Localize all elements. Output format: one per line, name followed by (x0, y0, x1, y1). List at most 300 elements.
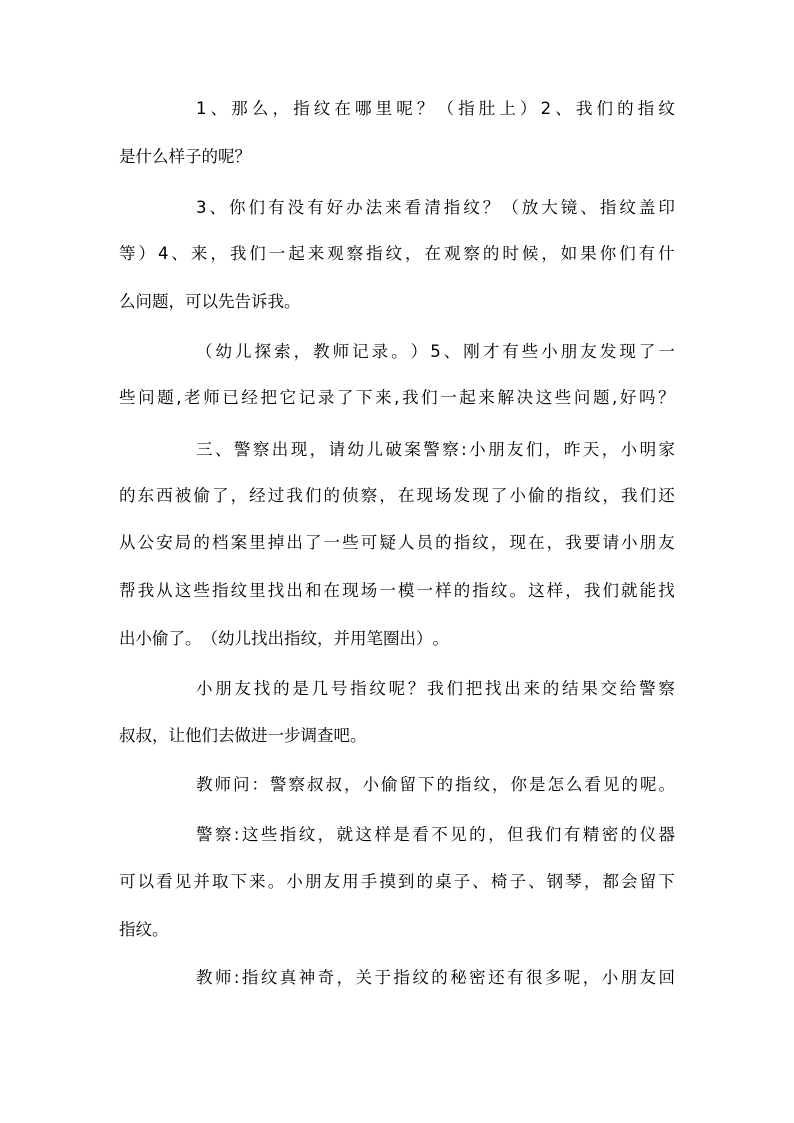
text-char: 来 (375, 388, 392, 407)
text-char: 以 (201, 292, 218, 311)
text-char: 呢 (563, 968, 581, 987)
text-char: 的 (323, 486, 341, 505)
text-char: 帮 (119, 581, 136, 600)
text-char: 幼 (347, 440, 364, 459)
text-char: 果 (580, 244, 597, 263)
text-char: 看 (412, 825, 429, 844)
text-char: 不 (431, 825, 448, 844)
text-char: ， (293, 342, 311, 361)
text-char: 观 (443, 244, 461, 263)
text-line (196, 823, 675, 847)
text-char: 给 (619, 679, 637, 698)
text-char: 察 (442, 440, 459, 459)
text-char: 警 (423, 440, 440, 459)
text-char: 了 (304, 533, 322, 552)
text-char: 我 (402, 388, 419, 407)
text-char: 叔 (135, 726, 152, 745)
text-char: 这 (174, 581, 192, 600)
text-char: 来 (307, 244, 325, 263)
text-char: 指 (211, 581, 229, 600)
text-char: 见 (450, 825, 467, 844)
text-char: 可 (185, 292, 202, 311)
text-char: 回 (658, 968, 675, 987)
text-char: 能 (639, 581, 657, 600)
text-char: 些 (193, 581, 210, 600)
text-char: 在 (334, 99, 351, 118)
text-char: 桌 (435, 872, 452, 891)
text-char: 朋 (304, 872, 322, 891)
text-char: 留 (399, 775, 416, 794)
text-char: 法 (365, 198, 383, 217)
text-char: 小 (621, 533, 638, 552)
text-char: 小 (601, 968, 619, 987)
text-char: 下 (418, 775, 435, 794)
text-char: 见 (603, 775, 620, 794)
text-char: 的 (542, 679, 560, 698)
text-char: 来 (478, 388, 495, 407)
text-char: 可 (360, 533, 378, 552)
text-char: 出 (286, 581, 303, 600)
text-char: 叔 (119, 726, 136, 745)
text-char: 让 (168, 726, 185, 745)
text-char: ， (492, 775, 509, 794)
text-char: 朋 (620, 968, 638, 987)
text-char: 样 (168, 147, 185, 166)
text-char: 先 (218, 292, 235, 311)
text-char: 是 (119, 147, 136, 166)
text-char: 问 (573, 388, 591, 407)
text-char: ： (251, 775, 268, 794)
text-char: 儿 (366, 440, 383, 459)
text-char: 如 (560, 244, 578, 263)
text-char: 人 (397, 533, 415, 552)
text-char: 样 (374, 825, 391, 844)
text-char: 才 (482, 342, 500, 361)
text-char: 清 (424, 198, 441, 217)
text-char: 办 (346, 198, 363, 217)
text-char: 警 (270, 775, 287, 794)
text-char: , (612, 388, 618, 407)
text-char: 出 (267, 629, 284, 648)
text-char: 摸 (379, 872, 396, 891)
text-char: 们 (304, 486, 322, 505)
text-char: 就 (621, 581, 638, 600)
text-char: 找 (251, 629, 268, 648)
text-char: ， (379, 486, 396, 505)
text-char: 友 (639, 968, 657, 987)
text-char: 师 (214, 775, 231, 794)
text-char: 探 (254, 342, 272, 361)
text-char: 做 (234, 726, 251, 745)
text-char: 现 (619, 342, 636, 361)
text-char: 在 (424, 244, 441, 263)
text-char: 小 (620, 440, 638, 459)
text-char: 友 (234, 679, 252, 698)
text-char: 了 (336, 388, 354, 407)
text-char: 子 (509, 872, 526, 891)
text-char: 于 (374, 968, 391, 987)
text-char: , (394, 388, 400, 407)
text-char: 的 (201, 147, 218, 166)
text-char: 我 (229, 244, 247, 263)
text-char: 就 (336, 825, 354, 844)
text-char: 果 (581, 679, 598, 698)
text-char: 们 (525, 440, 543, 459)
text-char: ， (272, 99, 289, 118)
text-char: 出 (399, 629, 416, 648)
text-char: 把 (465, 679, 483, 698)
text-char: 一 (268, 244, 286, 263)
text-char: 记 (298, 388, 316, 407)
text-char: 和 (304, 581, 322, 600)
text-char: 了 (168, 629, 185, 648)
text-char: 好 (326, 198, 344, 217)
text-char: 指 (366, 244, 383, 263)
text-line (196, 677, 675, 701)
text-char: 友 (323, 872, 341, 891)
text-char: 。 (350, 726, 367, 745)
text-char: 我 (267, 292, 284, 311)
text-line (119, 386, 675, 410)
text-char: 去 (218, 726, 235, 745)
text-char: 察 (658, 679, 675, 698)
text-char: , (176, 388, 182, 407)
text-char: 些 (342, 533, 359, 552)
text-char: 纹 (472, 533, 489, 552)
text-char: 盖 (638, 198, 656, 217)
text-char: 4 (157, 244, 169, 263)
text-char: ， (582, 968, 600, 987)
text-char: 一 (416, 581, 433, 600)
text-char: 调 (300, 726, 317, 745)
text-char: 偷 (381, 775, 398, 794)
text-char: 破 (385, 440, 402, 459)
text-char: 还 (488, 968, 505, 987)
text-char: 样 (435, 581, 452, 600)
text-char: 。 (152, 920, 169, 939)
text-char: 家 (658, 440, 675, 459)
text-char: ？ (482, 198, 500, 217)
text-char: 找 (267, 581, 285, 600)
text-char: ？ (416, 99, 434, 118)
text-char: 儿 (234, 629, 251, 648)
text-char: 来 (385, 198, 402, 217)
text-char: ， (317, 629, 334, 648)
text-char: 2 (540, 99, 552, 118)
text-line (196, 438, 675, 462)
text-char: ， (168, 292, 185, 311)
text-char: 在 (397, 486, 415, 505)
text-char: 友 (658, 533, 675, 552)
text-char: 刚 (463, 342, 480, 361)
text-char: 指 (472, 581, 489, 600)
text-char: 们 (248, 198, 266, 217)
text-char: 等 (119, 244, 136, 263)
text-char: 起 (459, 388, 476, 407)
text-char: 的 (436, 775, 453, 794)
text-char: 偷 (528, 486, 545, 505)
text-char: 、 (210, 99, 228, 118)
text-char: 这 (241, 825, 259, 844)
text-char: 察 (252, 440, 270, 459)
text-char: ） (416, 629, 433, 648)
text-char: 指 (284, 629, 301, 648)
text-char: 但 (507, 825, 524, 844)
text-char: ， (230, 486, 248, 505)
text-char: 椅 (490, 872, 508, 891)
text-char: 从 (156, 581, 173, 600)
text-char: 警 (233, 440, 251, 459)
text-char: 小 (541, 342, 558, 361)
text-line (119, 290, 675, 314)
text-char: 下 (355, 388, 373, 407)
text-char: 察 (214, 825, 232, 844)
text-char: 的 (431, 968, 448, 987)
text-char: ， (565, 581, 582, 600)
text-char: 精 (582, 825, 600, 844)
text-char: 叔 (307, 775, 324, 794)
text-char: 我 (621, 486, 638, 505)
text-char: ， (490, 533, 508, 552)
text-char: 指 (443, 198, 461, 217)
text-char: 、 (209, 198, 227, 217)
text-char: 友 (580, 342, 597, 361)
text-char: 指 (393, 968, 410, 987)
text-char: 些 (554, 388, 572, 407)
text-char: 。 (267, 872, 285, 891)
text-char: 有 (638, 244, 656, 263)
text-char: 出 (286, 533, 303, 552)
text-char: : (461, 440, 467, 459)
text-char: 们 (446, 679, 463, 698)
text-char: 、 (528, 872, 545, 891)
text-char: 幼 (215, 342, 233, 361)
text-char: 指 (279, 825, 297, 844)
text-char: 看 (156, 872, 173, 891)
text-char: 是 (393, 825, 410, 844)
text-char: 步 (284, 726, 301, 745)
text-char: 。 (432, 629, 449, 648)
text-char: 师 (203, 388, 220, 407)
text-char: 了 (638, 342, 656, 361)
text-char: 师 (332, 342, 350, 361)
text-char: 请 (602, 533, 619, 552)
text-char: ？ (658, 388, 675, 407)
text-char: 现 (472, 486, 489, 505)
text-char: 奇 (317, 968, 335, 987)
text-char: 问 (135, 292, 152, 311)
text-char: 些 (260, 825, 278, 844)
text-char: 来 (190, 244, 208, 263)
text-char: ， (601, 440, 619, 459)
text-char: 并 (333, 629, 350, 648)
text-char: 的 (482, 244, 500, 263)
text-char: 们 (421, 388, 438, 407)
text-char: 朋 (560, 342, 578, 361)
text-char: 现 (416, 486, 433, 505)
text-char: 上 (499, 99, 516, 118)
text-char: 还 (658, 486, 675, 505)
text-char: 场 (360, 581, 378, 600)
text-char: 结 (562, 679, 579, 698)
text-char: 发 (599, 342, 617, 361)
text-char: 的 (453, 581, 471, 600)
text-char: 它 (279, 388, 297, 407)
text-char: 的 (469, 825, 486, 844)
text-line (119, 242, 675, 266)
text-line (196, 966, 675, 990)
text-char: 多 (544, 968, 562, 987)
text-char: 是 (529, 775, 546, 794)
text-char: 问 (233, 775, 250, 794)
text-char: 到 (397, 872, 415, 891)
text-char: 用 (350, 629, 367, 648)
text-char: 纹 (260, 968, 278, 987)
text-char: 的 (617, 99, 634, 118)
text-char: 些 (119, 388, 136, 407)
text-char: 么 (566, 775, 583, 794)
text-char: 我 (137, 581, 155, 600)
text-char: 呢 (218, 147, 235, 166)
text-char: 请 (328, 440, 346, 459)
text-char: 肚 (478, 99, 496, 118)
text-char: （ (502, 198, 519, 217)
text-char: 问 (138, 388, 155, 407)
text-char: 现 (290, 440, 308, 459)
text-line (196, 773, 675, 797)
text-char: 么 (119, 292, 136, 311)
text-char: 没 (287, 198, 305, 217)
text-char: 场 (435, 486, 452, 505)
text-char: 们 (201, 726, 218, 745)
text-char: 察 (463, 244, 480, 263)
text-char: 档 (211, 533, 229, 552)
text-char: 是 (292, 679, 309, 698)
text-char: 样 (546, 581, 564, 600)
text-char: 经 (249, 486, 266, 505)
text-char: 、 (171, 244, 188, 263)
text-char: 天 (582, 440, 600, 459)
text-char: 侦 (342, 486, 359, 505)
text-char: ） (138, 244, 155, 263)
text-char: 里 (249, 533, 266, 552)
text-char: 案 (230, 533, 248, 552)
text-char: 的 (416, 872, 433, 891)
text-char: 现 (509, 533, 526, 552)
text-char: 指 (293, 99, 310, 118)
text-char: 查 (317, 726, 334, 745)
text-char: 从 (119, 533, 136, 552)
text-char: 找 (253, 679, 271, 698)
text-char: 密 (601, 825, 619, 844)
text-char: 偷 (152, 629, 169, 648)
text-char: 下 (230, 872, 248, 891)
text-char: 纹 (385, 244, 403, 263)
text-char: 这 (355, 825, 372, 844)
text-char: 、 (472, 872, 489, 891)
text-char: 小 (135, 629, 152, 648)
text-char: 、 (443, 342, 461, 361)
text-char: 教 (196, 775, 213, 794)
text-char: 案 (404, 440, 421, 459)
text-char: 指 (565, 486, 582, 505)
text-line (119, 531, 675, 555)
text-char: 可 (119, 872, 136, 891)
text-char: 录 (317, 388, 335, 407)
text-char: 么 (152, 147, 169, 166)
text-char: 、 (555, 99, 572, 118)
text-char: 们 (249, 244, 266, 263)
text-char: 了 (211, 486, 229, 505)
text-char: 纹 (619, 198, 636, 217)
text-char: 器 (658, 825, 675, 844)
text-char: 一 (379, 581, 396, 600)
text-char: 纹 (369, 679, 386, 698)
text-char: 么 (251, 99, 269, 118)
text-char: 些 (521, 342, 539, 361)
text-char: 见 (174, 872, 192, 891)
text-char: 小 (286, 872, 303, 891)
text-char: 我 (427, 679, 444, 698)
text-char: 的 (621, 775, 638, 794)
text-char: 一 (267, 726, 284, 745)
text-char: 镜 (560, 198, 578, 217)
text-char: 都 (602, 872, 619, 891)
text-char: 西 (156, 486, 173, 505)
text-char: 纹 (298, 825, 316, 844)
text-char: 纹 (300, 629, 317, 648)
text-char: 一 (658, 342, 675, 361)
text-char: 有 (307, 198, 324, 217)
text-char: 里 (249, 581, 266, 600)
text-char: ， (344, 775, 361, 794)
text-line (119, 918, 675, 942)
text-char: 了 (490, 486, 508, 505)
text-char: ， (541, 244, 558, 263)
text-char: 察 (360, 486, 378, 505)
text-char: 你 (229, 198, 246, 217)
text-char: 纹 (473, 775, 490, 794)
text-char: 我 (525, 825, 543, 844)
text-char: 。 (185, 629, 202, 648)
text-char: 纹 (135, 920, 152, 939)
text-char: 怎 (547, 775, 564, 794)
text-char: 留 (639, 872, 657, 891)
text-char: 钢 (546, 872, 564, 891)
text-char: 疑 (379, 533, 396, 552)
text-char: 。 (391, 342, 408, 361)
text-char: 员 (416, 533, 433, 552)
text-char: : (233, 825, 240, 844)
text-char: 5 (430, 342, 441, 361)
text-line (196, 340, 675, 364)
text-char: 在 (528, 533, 545, 552)
text-char: : (233, 968, 240, 987)
text-char: 什 (135, 147, 152, 166)
text-char: 们 (602, 581, 619, 600)
text-char: ） (410, 342, 428, 361)
text-char: 呢 (388, 679, 406, 698)
text-char: 进 (251, 726, 268, 745)
text-char: 的 (273, 679, 290, 698)
text-char: 记 (352, 342, 369, 361)
text-char: 很 (525, 968, 543, 987)
text-char: 要 (583, 533, 601, 552)
text-char: 小 (196, 679, 213, 698)
text-char: 看 (404, 198, 422, 217)
text-char: 指 (458, 99, 475, 118)
text-char: ， (309, 440, 327, 459)
